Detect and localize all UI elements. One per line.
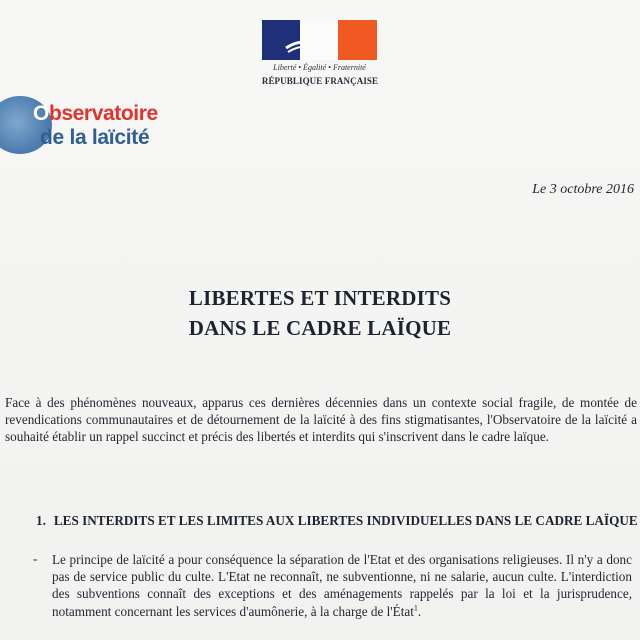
logo-line2: de la laïcité	[40, 126, 150, 149]
document-title-line2: DANS LE CADRE LAÏQUE	[188, 316, 452, 340]
flag-white-band	[300, 20, 338, 60]
section-heading-text: LES INTERDITS ET LES LIMITES AUX LIBERTES INDIVIDUELLES DANS LE CADRE LAÏQUE	[53, 513, 638, 528]
logo-line1: Observatoire	[33, 102, 158, 125]
republic-motto: Liberté • Égalité • Fraternité	[273, 63, 366, 72]
intro-paragraph: Face à des phénomènes nouveaux, apparus ces dernières décennies dans un contexte social fragile, de montée de revendications communautaires et de détournement de la laïcité à des fins stigmatisantes, l'Observatoire de la laïcité a souhaité établir un rappel succinct et précis des libertés et interdits qui s'inscrivent dans le cadre laïque.	[5, 395, 637, 445]
marianne-logo	[262, 20, 377, 60]
bullet-dash: -	[33, 551, 38, 566]
flag-red-band	[338, 20, 377, 60]
bullet-text: Le principe de laïcité a pour conséquence la séparation de l'Etat et des organisations religieuses. Il n'y a donc pas de service public du culte. L'Etat ne reconnaît, ne subventionne, ni ne salarie, aucun culte. L'interdiction des subventions connaît des exceptions et des aménagements rappelés par la loi et la jurisprudence, notamment concernant les services d'aumônerie, à la charge de l'État	[52, 552, 632, 619]
document-date: Le 3 octobre 2016	[532, 182, 634, 197]
section-1-heading	[36, 513, 638, 529]
section-number: 1.	[36, 513, 46, 528]
footnote-marker: 1	[413, 603, 418, 613]
document-title-line1: LIBERTES ET INTERDITS	[188, 286, 452, 310]
republique-francaise-label: RÉPUBLIQUE FRANÇAISE	[261, 76, 379, 86]
bullet-paragraph	[52, 551, 632, 620]
bullet-end: .	[417, 603, 422, 619]
marianne-profile-icon	[278, 20, 338, 60]
observatoire-logo	[0, 96, 200, 156]
